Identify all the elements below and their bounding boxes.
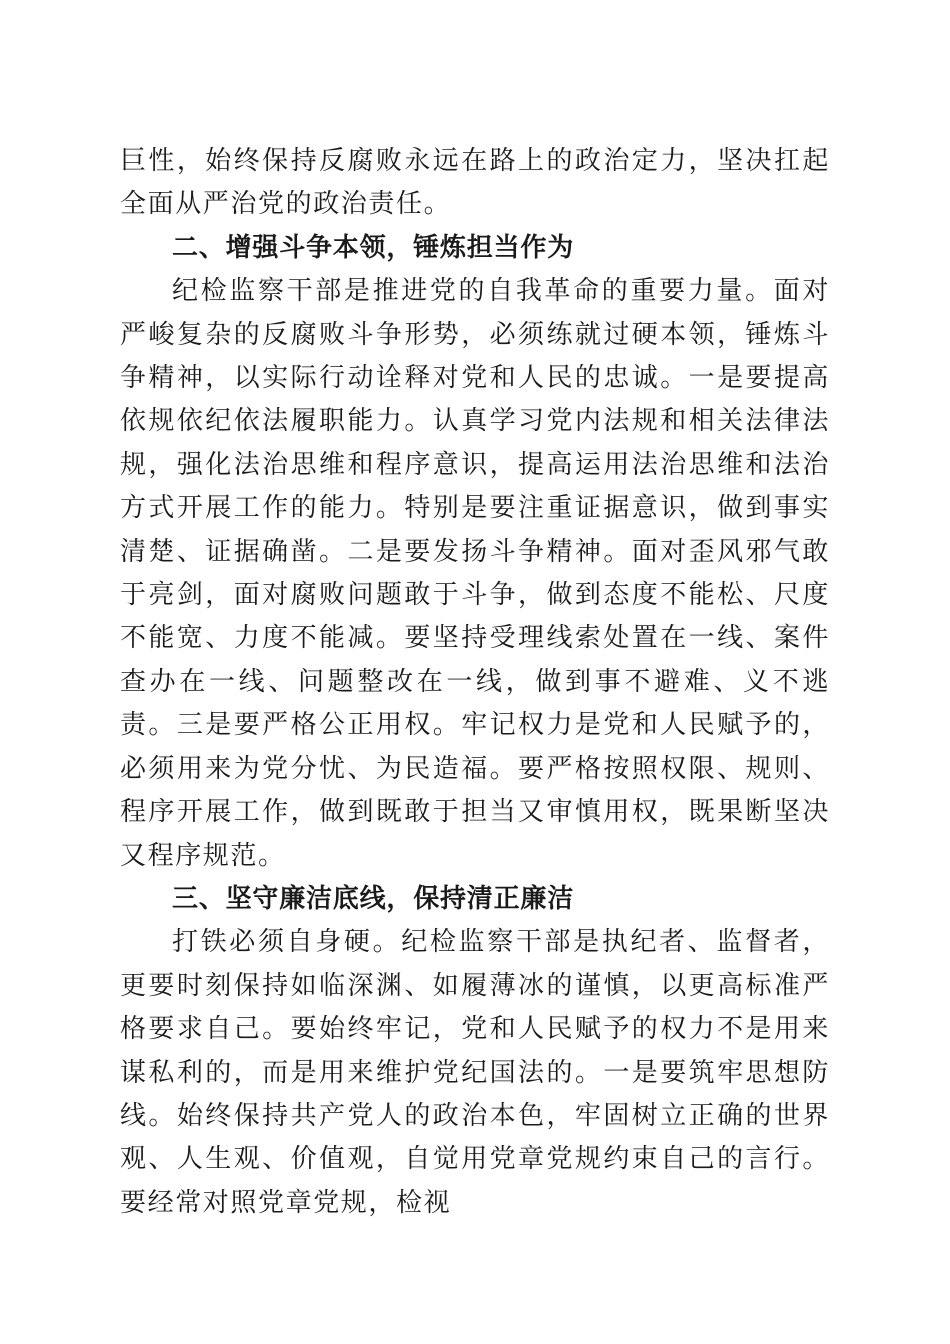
section-heading-3: 三、坚守廉洁底线，保持清正廉洁 xyxy=(172,883,575,914)
paragraph-continued: 巨性，始终保持反腐败永远在路上的政治定力，坚决扛起全面从严治党的政治责任。 xyxy=(120,146,830,220)
section-heading-2: 二、增强斗争本领，锤炼担当作为 xyxy=(172,232,575,263)
paragraph-section-3: 打铁必须自身硬。纪检监察干部是执纪者、监督者，更要时刻保持如临深渊、如履薄冰的谨慎，以更高标准严格要求自己。要始终牢记，党和人民赋予的权力不是用来谋私利的，而是用来维护党纪国法的。一是要筑牢思想防线。始终保持共产党人的政治本色，牢固树立正确的世界观、人生观、价值观，自觉用党章党规约束自己的言行。要经常对照党章党规，检视 xyxy=(120,927,830,1218)
paragraph-section-2: 纪检监察干部是推进党的自我革命的重要力量。面对严峻复杂的反腐败斗争形势，必须练就过硬本领，锤炼斗争精神，以实际行动诠释对党和人民的忠诚。一是要提高依规依纪依法履职能力。认真学习党内法规和相关法律法规，强化法治思维和程序意识，提高运用法治思维和法治方式开展工作的能力。特别是要注重证据意识，做到事实清楚、证据确凿。二是要发扬斗争精神。面对歪风邪气敢于亮剑，面对腐败问题敢于斗争，做到态度不能松、尺度不能宽、力度不能减。要坚持受理线索处置在一线、案件查办在一线、问题整改在一线，做到事不避难、义不逃责。三是要严格公正用权。牢记权力是党和人民赋予的，必须用来为党分忧、为民造福。要严格按照权限、规则、程序开展工作，做到既敢于担当又审慎用权，既果断坚决又程序规范。 xyxy=(120,276,830,871)
document-body xyxy=(120,140,830,1225)
